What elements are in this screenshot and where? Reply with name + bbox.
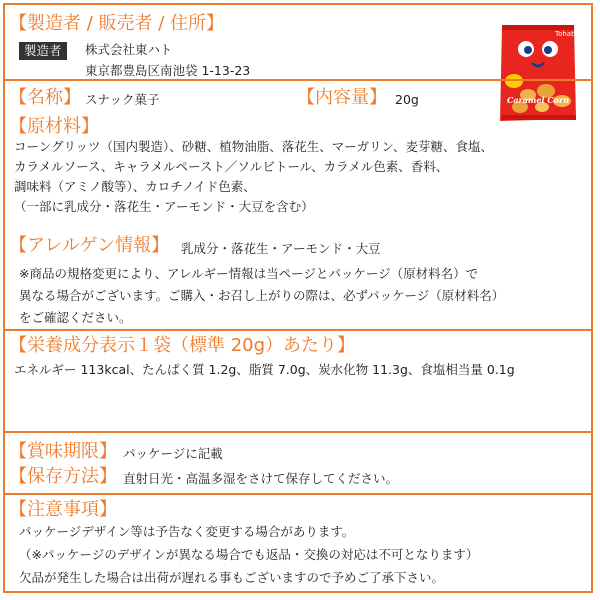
divider [5,493,591,495]
divider [5,329,591,331]
allergy-heading: 【アレルゲン情報】 [9,235,170,256]
expiry-value: パッケージに記載 [123,446,223,461]
caution-line: 欠品が発生した場合は出荷が遅れる事もございますので予めご了承下さい。 [19,570,445,585]
name-value: スナック菓子 [85,92,160,107]
volume-value: 20g [395,92,419,107]
nutrition-value: エネルギー 113kcal、たんぱく質 1.2g、脂質 7.0g、炭水化物 11.3g、食塩相当量 0.1g [14,362,515,377]
maker-company: 株式会社東ハト [85,42,173,57]
allergy-value: 乳成分・落花生・アーモンド・大豆 [181,241,381,256]
brand-logo-text: Tohato [555,30,578,38]
maker-tag: 製造者 [19,42,67,60]
divider [5,431,591,433]
ingredients-heading: 【原材料】 [9,116,99,137]
allergy-note: 異なる場合がございます。ご購入・お召し上がりの際は、必ずパッケージ（原材料名） [19,288,505,303]
caution-heading: 【注意事項】 [9,499,117,520]
storage-value: 直射日光・高温多湿をさけて保存してください。 [123,471,399,486]
ingredients-line: カラメルソース、キャラメルペースト／ソルビトール、カラメル色素、香料、 [14,159,449,174]
ingredients-line: （一部に乳成分・落花生・アーモンド・大豆を含む） [14,199,314,214]
maker-heading: 【製造者 / 販売者 / 住所】 [9,13,225,34]
product-logo-text: Caramel Corn [506,95,570,105]
volume-heading: 【内容量】 [297,87,387,108]
product-package-image [498,23,578,123]
divider [5,79,591,81]
name-heading: 【名称】 [9,87,81,108]
info-frame [3,3,593,593]
allergy-note: ※商品の規格変更により、アレルギー情報は当ページとパッケージ（原材料名）で [19,266,479,281]
ingredients-line: 調味料（アミノ酸等）、カロチノイド色素、 [14,179,256,194]
allergy-note: をご確認ください。 [19,310,132,325]
caution-line: パッケージデザイン等は予告なく変更する場合があります。 [19,524,355,539]
expiry-heading: 【賞味期限】 [9,441,117,462]
maker-address: 東京都豊島区南池袋 1-13-23 [85,63,251,78]
caution-line: （※パッケージのデザインが異なる場合でも返品・交換の対応は不可となります） [19,547,479,562]
nutrition-heading: 【栄養成分表示１袋（標準 20g）あたり】 [9,335,356,356]
storage-heading: 【保存方法】 [9,466,117,487]
ingredients-line: コーングリッツ（国内製造）、砂糖、植物油脂、落花生、マーガリン、麦芽糖、食塩、 [14,139,494,154]
